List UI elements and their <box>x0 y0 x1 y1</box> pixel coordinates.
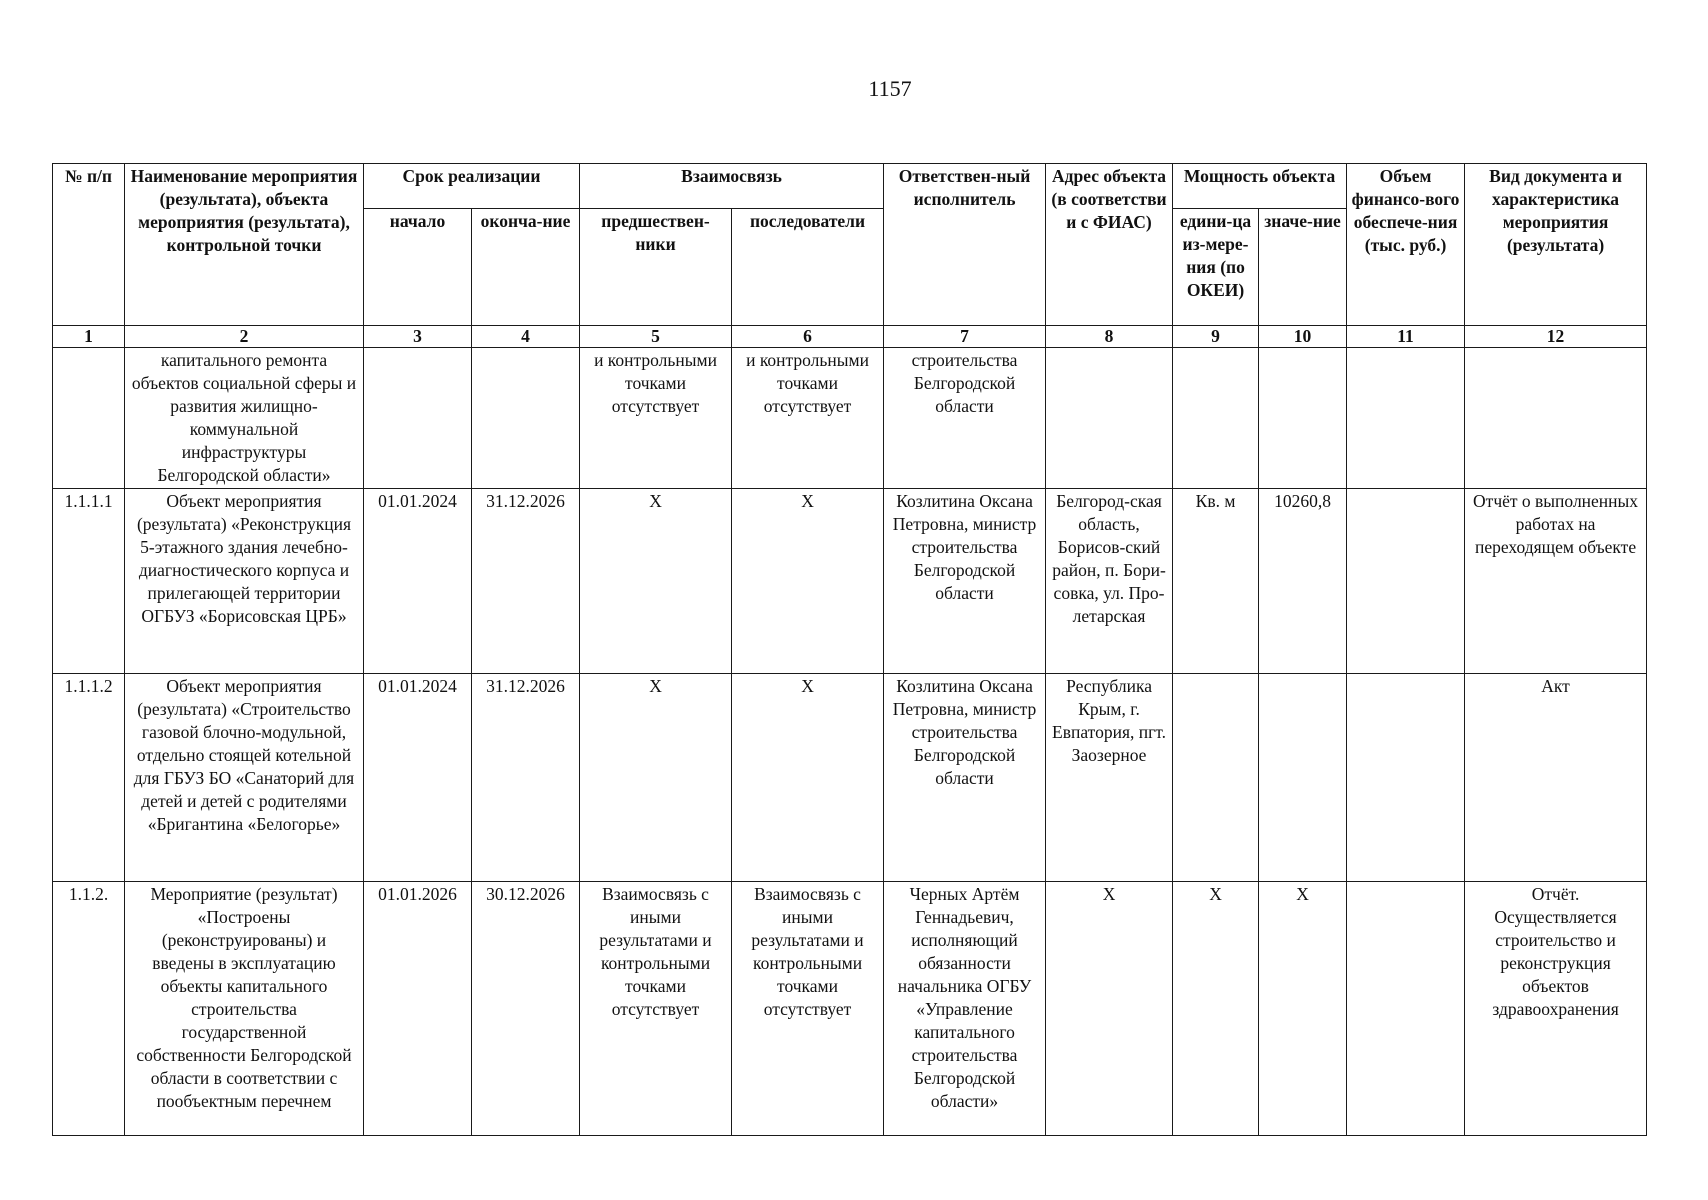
row-value: 10260,8 <box>1259 489 1347 674</box>
column-number: 6 <box>732 326 884 348</box>
column-number: 7 <box>884 326 1046 348</box>
row-unit: Кв. м <box>1173 489 1259 674</box>
row-name: Объект мероприятия (результата) «Строительство газовой блочно-модульной, отдельно стоящей котельной для ГБУЗ БО «Санаторий для детей и детей с родителями «Бригантина «Белогорье» <box>125 674 364 882</box>
row-successors: Взаимосвязь с иными результатами и контрольными точками отсутствует <box>732 882 884 1136</box>
header-num: № п/п <box>53 164 125 326</box>
row-address: Республика Крым, г. Евпатория, пгт. Заозерное <box>1046 674 1173 882</box>
column-number: 9 <box>1173 326 1259 348</box>
row-successors: X <box>732 674 884 882</box>
row-finance <box>1347 674 1465 882</box>
row-value <box>1259 674 1347 882</box>
row-name: капитального ремонта объектов социальной сферы и развития жилищно-коммунальной инфраструктуры Белгородской области» <box>125 348 364 489</box>
header-doc-type: Вид документа и характеристика мероприятия (результата) <box>1465 164 1647 326</box>
row-responsible: Козлитина Оксана Петровна, министр строительства Белгородской области <box>884 489 1046 674</box>
column-number: 3 <box>364 326 472 348</box>
row-end: 30.12.2026 <box>472 882 580 1136</box>
row-number: 1.1.1.2 <box>53 674 125 882</box>
row-end: 31.12.2026 <box>472 674 580 882</box>
row-number: 1.1.2. <box>53 882 125 1136</box>
row-number: 1.1.1.1 <box>53 489 125 674</box>
row-predecessors: и контрольными точками отсутствует <box>580 348 732 489</box>
column-number: 1 <box>53 326 125 348</box>
row-finance <box>1347 489 1465 674</box>
column-number: 4 <box>472 326 580 348</box>
row-doc-type: Акт <box>1465 674 1647 882</box>
header-end: оконча-ние <box>472 209 580 326</box>
row-start: 01.01.2024 <box>364 489 472 674</box>
row-predecessors: Взаимосвязь с иными результатами и контрольными точками отсутствует <box>580 882 732 1136</box>
row-start <box>364 348 472 489</box>
column-number: 5 <box>580 326 732 348</box>
row-address <box>1046 348 1173 489</box>
column-number: 2 <box>125 326 364 348</box>
row-predecessors: X <box>580 489 732 674</box>
header-address: Адрес объекта (в соответстви и с ФИАС) <box>1046 164 1173 326</box>
row-responsible: Козлитина Оксана Петровна, министр строительства Белгородской области <box>884 674 1046 882</box>
table-row <box>53 882 1647 1136</box>
header-unit: едини-ца из-мере-ния (по ОКЕИ) <box>1173 209 1259 326</box>
table-row <box>53 674 1647 882</box>
column-number: 10 <box>1259 326 1347 348</box>
row-predecessors: X <box>580 674 732 882</box>
row-unit <box>1173 348 1259 489</box>
measures-table <box>52 163 1647 1136</box>
row-end: 31.12.2026 <box>472 489 580 674</box>
row-finance <box>1347 348 1465 489</box>
header-predecessors: предшествен-ники <box>580 209 732 326</box>
row-address: Белгород-ская область, Борисов-ский район, п. Бори-совка, ул. Про-летарская <box>1046 489 1173 674</box>
table-row <box>53 489 1647 674</box>
header-responsible: Ответствен-ный исполнитель <box>884 164 1046 326</box>
row-finance <box>1347 882 1465 1136</box>
header-value: значе-ние <box>1259 209 1347 326</box>
column-number: 12 <box>1465 326 1647 348</box>
column-number: 11 <box>1347 326 1465 348</box>
header-finance: Объем финансо-вого обеспече-ния (тыс. руб.) <box>1347 164 1465 326</box>
row-address: X <box>1046 882 1173 1136</box>
header-period: Срок реализации <box>364 164 580 209</box>
row-number <box>53 348 125 489</box>
row-name: Объект мероприятия (результата) «Реконструкция 5-этажного здания лечебно-диагностического корпуса и прилегающей территории ОГБУЗ «Борисовская ЦРБ» <box>125 489 364 674</box>
header-name: Наименование мероприятия (результата), объекта мероприятия (результата), контрольной точки <box>125 164 364 326</box>
column-number: 8 <box>1046 326 1173 348</box>
header-capacity: Мощность объекта <box>1173 164 1347 209</box>
row-responsible: строительства Белгородской области <box>884 348 1046 489</box>
row-unit <box>1173 674 1259 882</box>
header-start: начало <box>364 209 472 326</box>
row-unit: X <box>1173 882 1259 1136</box>
row-start: 01.01.2024 <box>364 674 472 882</box>
header-relation: Взаимосвязь <box>580 164 884 209</box>
row-responsible: Черных Артём Геннадьевич, исполняющий обязанности начальника ОГБУ «Управление капитального строительства Белгородской области» <box>884 882 1046 1136</box>
row-successors: X <box>732 489 884 674</box>
row-end <box>472 348 580 489</box>
row-value: X <box>1259 882 1347 1136</box>
page-number: 1157 <box>868 76 912 101</box>
row-start: 01.01.2026 <box>364 882 472 1136</box>
row-value <box>1259 348 1347 489</box>
row-name: Мероприятие (результат) «Построены (реконструированы) и введены в эксплуатацию объекты капитального строительства государственной собственности Белгородской области в соответствии с пообъектным перечнем <box>125 882 364 1136</box>
row-successors: и контрольными точками отсутствует <box>732 348 884 489</box>
row-doc-type: Отчёт. Осуществляется строительство и реконструкция объектов здравоохранения <box>1465 882 1647 1136</box>
table-row <box>53 348 1647 489</box>
header-successors: последователи <box>732 209 884 326</box>
row-doc-type: Отчёт о выполненных работах на переходящем объекте <box>1465 489 1647 674</box>
row-doc-type <box>1465 348 1647 489</box>
